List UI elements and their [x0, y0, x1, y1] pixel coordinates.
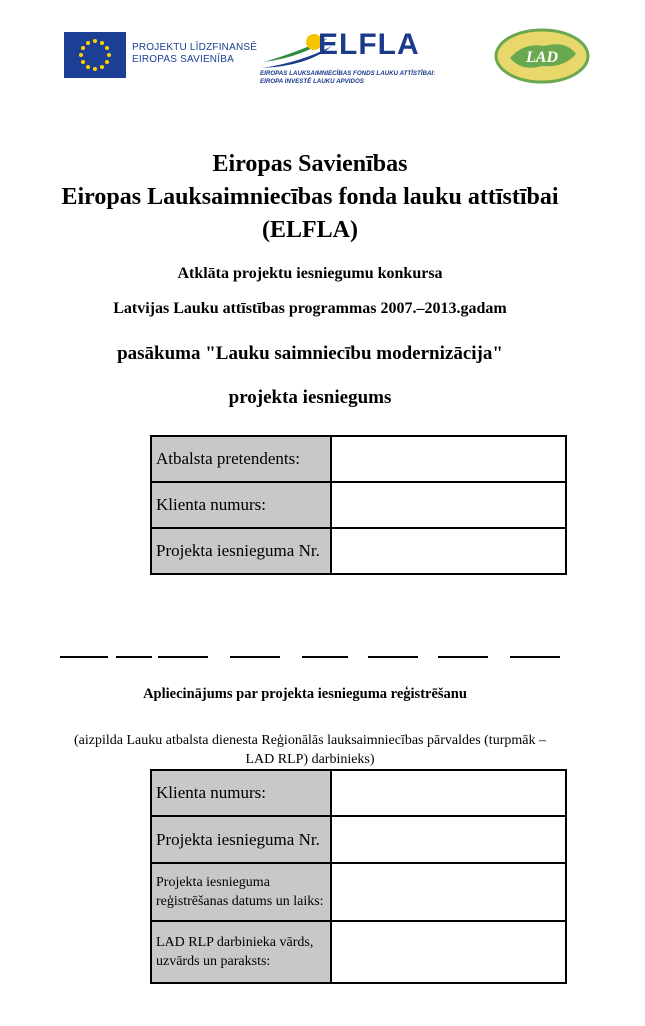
cert-client-number-field[interactable]: [331, 770, 566, 816]
certificate-table: [150, 769, 567, 984]
subtitle-programme: Latvijas Lauku attīstības programmas 2007.–2013.gadam: [113, 300, 507, 317]
cut-line-segment: [438, 656, 488, 658]
cut-line-segment: [302, 656, 348, 658]
cert-application-number-label: Projekta iesnieguma Nr.: [151, 816, 331, 863]
cert-application-number-field[interactable]: [331, 816, 566, 863]
eu-flag-logo: [64, 32, 126, 78]
application-number-field[interactable]: [331, 528, 566, 574]
applicant-field[interactable]: [331, 436, 566, 482]
cut-line-segment: [158, 656, 208, 658]
cut-line-segment: [230, 656, 280, 658]
subtitle-measure: pasākuma "Lauku saimniecību modernizācija": [117, 343, 503, 364]
elfla-tagline-line2: EIROPA INVESTĒ LAUKU APVIDOS: [260, 78, 364, 85]
table-row: [151, 921, 566, 983]
title-line2: Eiropas Lauksaimniecības fonda lauku attīstībai: [61, 184, 559, 210]
table-row: [151, 482, 566, 528]
cut-line-segment: [510, 656, 560, 658]
certificate-note: (aizpilda Lauku atbalsta dienesta Reģionālās lauksaimniecības pārvaldes (turpmāk – LAD RLP) darbinieks): [74, 733, 546, 767]
cert-officer-signature-field[interactable]: [331, 921, 566, 983]
client-number-field[interactable]: [331, 482, 566, 528]
logo-bar: [0, 0, 645, 100]
elfla-logo-text: ELFLA: [318, 28, 420, 61]
elfla-tagline: [260, 70, 435, 86]
subtitle-application: projekta iesniegums: [228, 387, 392, 408]
document-title: [0, 148, 620, 247]
eu-text-line1: PROJEKTU LĪDZFINANSĒ: [132, 42, 258, 53]
title-line1: Eiropas Savienības: [212, 151, 408, 177]
applicant-table: [150, 435, 567, 575]
eu-cofinance-text: [132, 42, 257, 66]
elfla-tagline-line1: EIROPAS LAUKSAIMNIECĪBAS FONDS LAUKU ATTĪSTĪBAI:: [260, 70, 436, 77]
client-number-label: Klienta numurs:: [151, 482, 331, 528]
applicant-label: Atbalsta pretendents:: [151, 436, 331, 482]
title-line3: (ELFLA): [262, 217, 358, 243]
table-row: [151, 816, 566, 863]
cert-client-number-label: Klienta numurs:: [151, 770, 331, 816]
cert-officer-signature-label: LAD RLP darbinieka vārds, uzvārds un paraksts:: [151, 921, 331, 983]
table-row: [151, 770, 566, 816]
cert-registration-date-label: Projekta iesnieguma reģistrēšanas datums un laiks:: [151, 863, 331, 921]
cut-line-segment: [116, 656, 152, 658]
subtitle-competition: Atklāta projektu iesniegumu konkursa: [177, 265, 443, 282]
cert-registration-date-field[interactable]: [331, 863, 566, 921]
lad-logo: [494, 28, 590, 84]
cut-line-segment: [368, 656, 418, 658]
table-row: [151, 436, 566, 482]
lad-logo-text: LAD: [526, 49, 558, 66]
application-number-label: Projekta iesnieguma Nr.: [151, 528, 331, 574]
eu-text-line2: EIROPAS SAVIENĪBA: [132, 54, 234, 65]
cut-line-segment: [60, 656, 108, 658]
table-row: [151, 528, 566, 574]
table-row: [151, 863, 566, 921]
certificate-title: Apliecinājums par projekta iesnieguma reģistrēšanu: [143, 686, 467, 702]
